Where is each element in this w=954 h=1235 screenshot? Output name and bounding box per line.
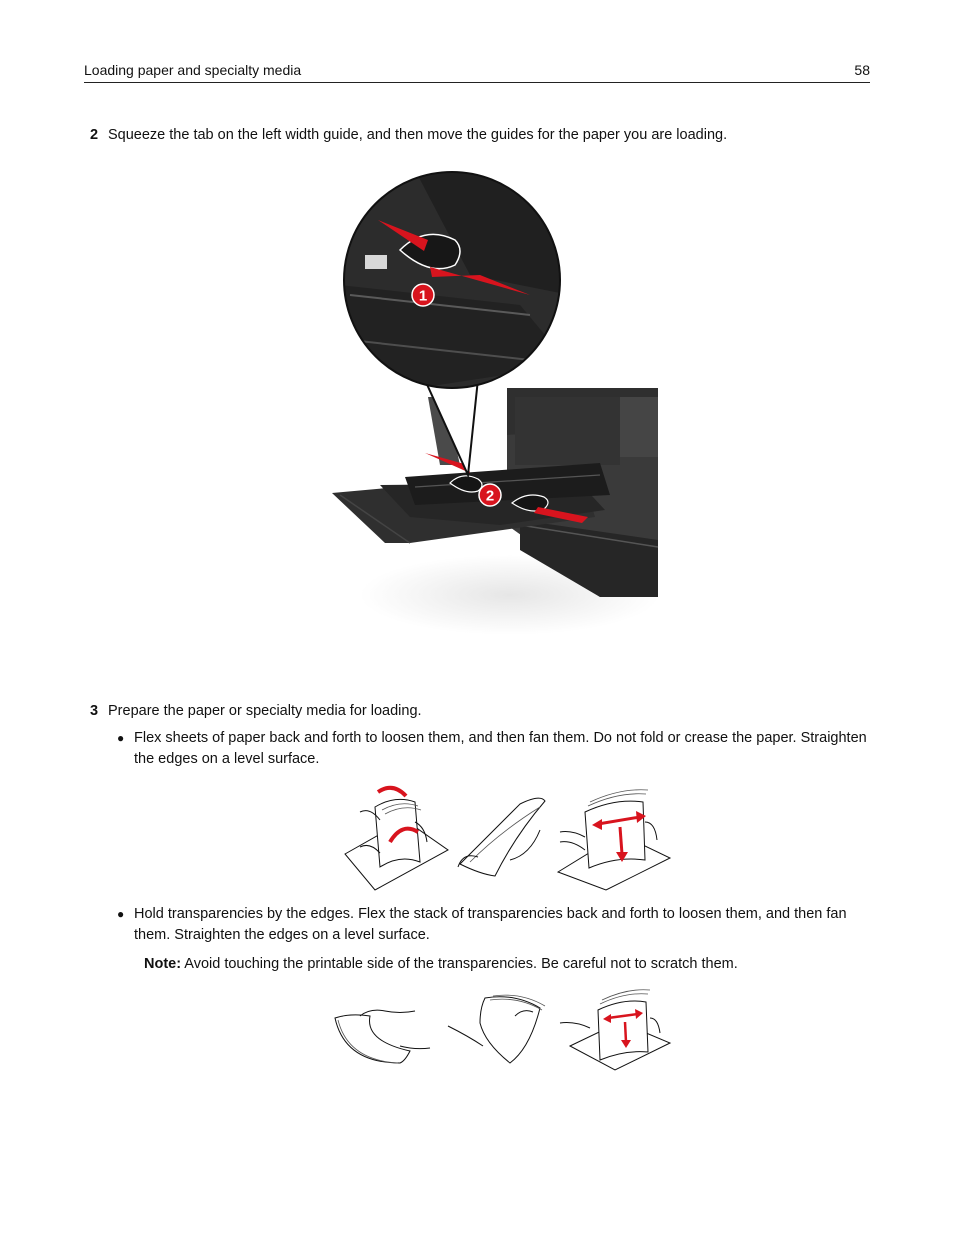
callout-1: 1 [418,287,428,305]
page-header [84,60,870,83]
bullet-transparencies [117,904,872,946]
header-title: Loading paper and specialty media [84,62,302,78]
step-number: 3 [90,703,99,719]
bullet-icon: ● [117,731,125,745]
bullet-flex-paper [117,728,872,770]
step-number: 2 [90,127,99,143]
note-label: Note: [144,956,182,972]
note [144,956,738,972]
transparency-flexing-illustration [330,988,675,1078]
step-text: Prepare the paper or specialty media for loading. [108,703,422,719]
step-text: Squeeze the tab on the left width guide, and then move the guides for the paper you are loading. [108,127,728,143]
bullet-text: Hold transparencies by the edges. Flex the stack of transparencies back and forth to loosen them, and then fan them. Straighten the edges on a level surface. [134,906,847,943]
step-2 [90,127,727,143]
note-text: Avoid touching the printable side of the transparencies. Be careful not to scratch them. [181,956,738,972]
printer-width-guide-illustration [320,165,665,640]
paper-flexing-illustration [330,782,675,894]
bullet-text: Flex sheets of paper back and forth to loosen them, and then fan them. Do not fold or crease the paper. Straighten the edges on a level surface. [134,730,867,767]
page-number: 58 [854,62,870,78]
callout-2: 2 [485,487,495,505]
bullet-icon: ● [117,907,125,921]
step-3 [90,703,422,719]
